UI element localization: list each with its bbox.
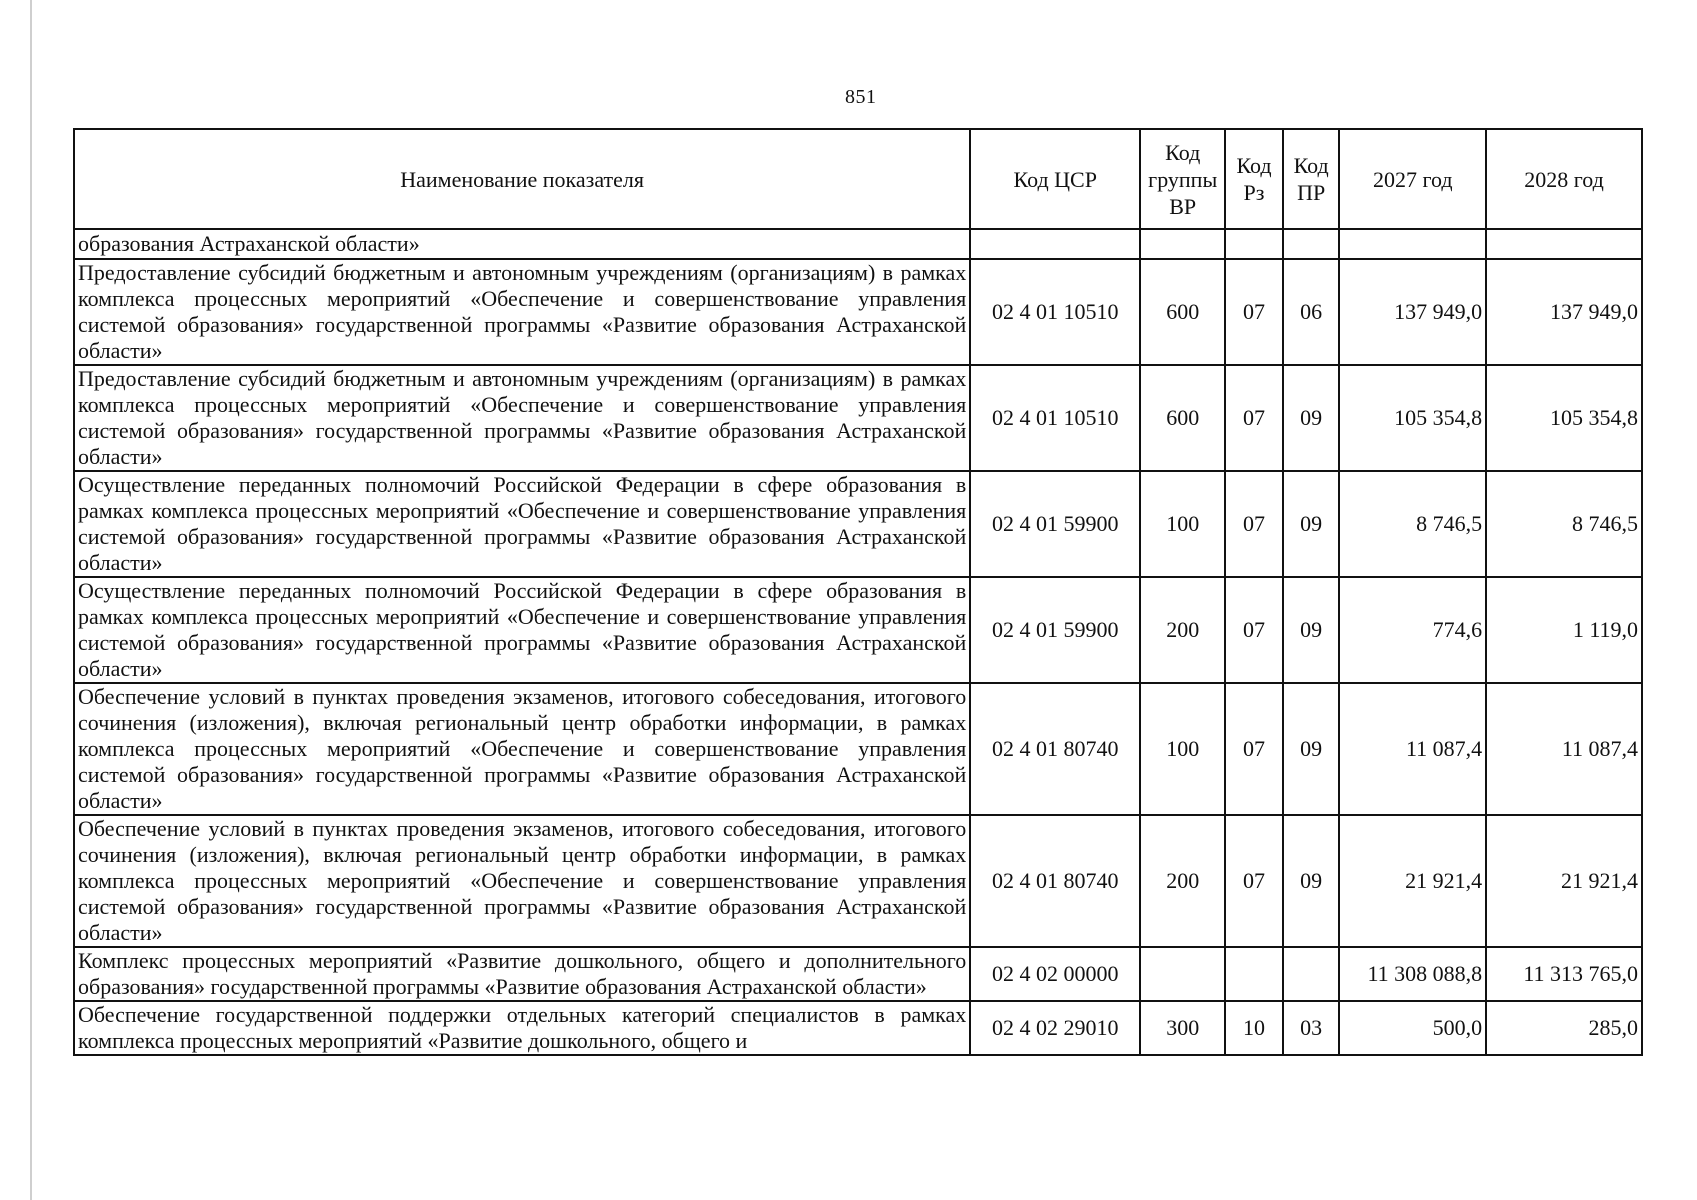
- cell-csr: 02 4 01 80740: [970, 683, 1140, 815]
- cell-pr: 03: [1283, 1001, 1340, 1055]
- table-row: [74, 577, 1642, 683]
- cell-2027: 105 354,8: [1339, 365, 1486, 471]
- cell-2027: 774,6: [1339, 577, 1486, 683]
- cell-rz: [1225, 947, 1283, 1001]
- cell-csr: 02 4 01 10510: [970, 365, 1140, 471]
- table-row: [74, 683, 1642, 815]
- cell-pr: 09: [1283, 815, 1340, 947]
- table-row: [74, 471, 1642, 577]
- cell-vr: [1140, 229, 1225, 259]
- header-vr: Код группы ВР: [1140, 129, 1225, 229]
- scan-left-edge: [30, 0, 32, 1200]
- cell-vr: 200: [1140, 577, 1225, 683]
- cell-2027: 500,0: [1339, 1001, 1486, 1055]
- cell-vr: 200: [1140, 815, 1225, 947]
- cell-pr: [1283, 947, 1340, 1001]
- cell-rz: 07: [1225, 471, 1283, 577]
- cell-name: Обеспечение государственной поддержки отдельных категорий специалистов в рамках комплекса процессных мероприятий «Развитие дошкольного, общего и: [74, 1001, 970, 1055]
- cell-rz: 07: [1225, 815, 1283, 947]
- header-2028: 2028 год: [1486, 129, 1642, 229]
- cell-pr: 09: [1283, 577, 1340, 683]
- cell-pr: 09: [1283, 365, 1340, 471]
- cell-pr: 09: [1283, 683, 1340, 815]
- table-row: [74, 947, 1642, 1001]
- cell-csr: 02 4 02 00000: [970, 947, 1140, 1001]
- cell-name: Обеспечение условий в пунктах проведения экзаменов, итогового собеседования, итогового сочинения (изложения), включая региональный центр обработки информации, в рамках комплекса процессных мероприятий «Обеспечение и совершенствование управления системой образования» государственной программы «Развитие образования Астраханской области»: [74, 683, 970, 815]
- cell-2028: 8 746,5: [1486, 471, 1642, 577]
- cell-vr: 600: [1140, 365, 1225, 471]
- cell-2027: 8 746,5: [1339, 471, 1486, 577]
- cell-csr: [970, 229, 1140, 259]
- cell-name: Осуществление переданных полномочий Российской Федерации в сфере образования в рамках комплекса процессных мероприятий «Обеспечение и совершенствование управления системой образования» государственной программы «Развитие образования Астраханской области»: [74, 577, 970, 683]
- cell-vr: 100: [1140, 683, 1225, 815]
- header-pr: Код ПР: [1283, 129, 1340, 229]
- cell-2027: 137 949,0: [1339, 259, 1486, 365]
- cell-2028: 11 087,4: [1486, 683, 1642, 815]
- cell-rz: 07: [1225, 365, 1283, 471]
- cell-rz: 07: [1225, 577, 1283, 683]
- cell-csr: 02 4 01 80740: [970, 815, 1140, 947]
- cell-2028: 11 313 765,0: [1486, 947, 1642, 1001]
- table-header-row: [74, 129, 1642, 229]
- cell-2027: 11 308 088,8: [1339, 947, 1486, 1001]
- table-row: [74, 229, 1642, 259]
- cell-pr: [1283, 229, 1340, 259]
- cell-name: Предоставление субсидий бюджетным и автономным учреждениям (организациям) в рамках комплекса процессных мероприятий «Обеспечение и совершенствование управления системой образования» государственной программы «Развитие образования Астраханской области»: [74, 259, 970, 365]
- cell-2027: [1339, 229, 1486, 259]
- header-name: Наименование показателя: [74, 129, 970, 229]
- cell-name: Осуществление переданных полномочий Российской Федерации в сфере образования в рамках комплекса процессных мероприятий «Обеспечение и совершенствование управления системой образования» государственной программы «Развитие образования Астраханской области»: [74, 471, 970, 577]
- cell-rz: 10: [1225, 1001, 1283, 1055]
- header-rz: Код Рз: [1225, 129, 1283, 229]
- cell-rz: 07: [1225, 683, 1283, 815]
- table-row: [74, 815, 1642, 947]
- cell-pr: 09: [1283, 471, 1340, 577]
- cell-rz: [1225, 229, 1283, 259]
- cell-pr: 06: [1283, 259, 1340, 365]
- table-row: [74, 1001, 1642, 1055]
- cell-name: образования Астраханской области»: [74, 229, 970, 259]
- cell-2028: 21 921,4: [1486, 815, 1642, 947]
- cell-2028: 1 119,0: [1486, 577, 1642, 683]
- header-2027: 2027 год: [1339, 129, 1486, 229]
- cell-name: Обеспечение условий в пунктах проведения экзаменов, итогового собеседования, итогового сочинения (изложения), включая региональный центр обработки информации, в рамках комплекса процессных мероприятий «Обеспечение и совершенствование управления системой образования» государственной программы «Развитие образования Астраханской области»: [74, 815, 970, 947]
- cell-2028: [1486, 229, 1642, 259]
- cell-csr: 02 4 01 59900: [970, 471, 1140, 577]
- cell-2028: 105 354,8: [1486, 365, 1642, 471]
- cell-2028: 137 949,0: [1486, 259, 1642, 365]
- cell-csr: 02 4 01 10510: [970, 259, 1140, 365]
- cell-name: Предоставление субсидий бюджетным и автономным учреждениям (организациям) в рамках комплекса процессных мероприятий «Обеспечение и совершенствование управления системой образования» государственной программы «Развитие образования Астраханской области»: [74, 365, 970, 471]
- cell-vr: [1140, 947, 1225, 1001]
- cell-rz: 07: [1225, 259, 1283, 365]
- cell-csr: 02 4 01 59900: [970, 577, 1140, 683]
- cell-name: Комплекс процессных мероприятий «Развитие дошкольного, общего и дополнительного образования» государственной программы «Развитие образования Астраханской области»: [74, 947, 970, 1001]
- cell-csr: 02 4 02 29010: [970, 1001, 1140, 1055]
- table-row: [74, 365, 1642, 471]
- cell-vr: 300: [1140, 1001, 1225, 1055]
- cell-2028: 285,0: [1486, 1001, 1642, 1055]
- budget-table: [73, 128, 1643, 1056]
- cell-vr: 600: [1140, 259, 1225, 365]
- cell-2027: 21 921,4: [1339, 815, 1486, 947]
- table-row: [74, 259, 1642, 365]
- header-csr: Код ЦСР: [970, 129, 1140, 229]
- page-number: 851: [845, 86, 877, 108]
- cell-2027: 11 087,4: [1339, 683, 1486, 815]
- cell-vr: 100: [1140, 471, 1225, 577]
